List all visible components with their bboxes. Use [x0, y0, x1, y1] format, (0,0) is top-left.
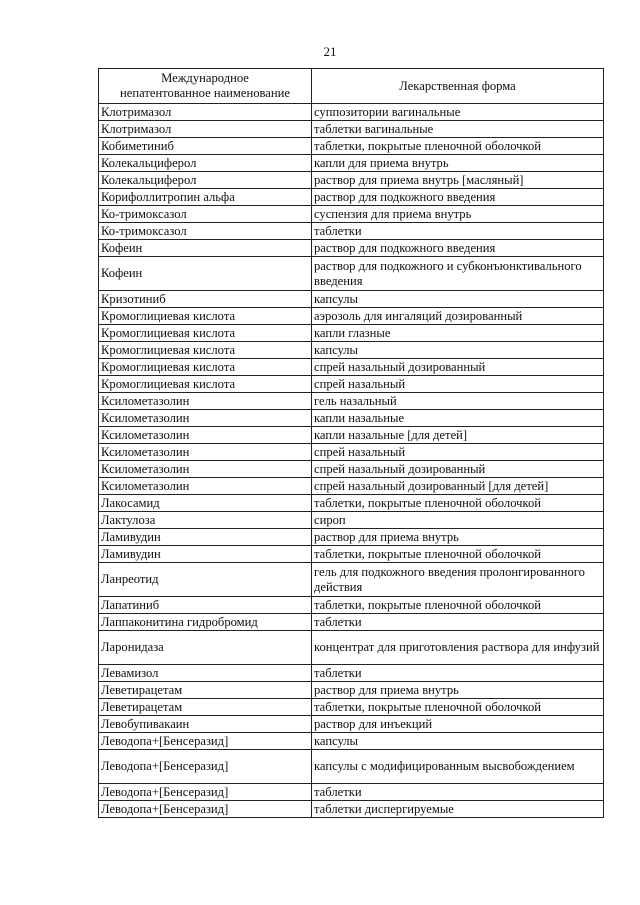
table-row — [99, 223, 604, 240]
cell-inn-name: Клотримазол — [99, 121, 312, 138]
cell-dosage-form: таблетки, покрытые пленочной оболочкой — [312, 138, 604, 155]
table-header — [99, 69, 604, 104]
cell-dosage-form: таблетки — [312, 223, 604, 240]
table-row — [99, 121, 604, 138]
cell-dosage-form: капсулы — [312, 291, 604, 308]
table-row — [99, 563, 604, 597]
cell-inn-name: Колекальциферол — [99, 155, 312, 172]
cell-dosage-form: спрей назальный дозированный [для детей] — [312, 478, 604, 495]
cell-inn-name: Ламивудин — [99, 529, 312, 546]
header-row — [99, 69, 604, 104]
drug-table — [98, 68, 604, 818]
cell-dosage-form: концентрат для приготовления раствора для инфузий — [312, 631, 604, 665]
cell-inn-name: Леводопа+[Бенсеразид] — [99, 801, 312, 818]
cell-inn-name: Ксилометазолин — [99, 410, 312, 427]
cell-inn-name: Лакосамид — [99, 495, 312, 512]
cell-dosage-form: капсулы — [312, 342, 604, 359]
cell-inn-name: Леветирацетам — [99, 682, 312, 699]
table-row — [99, 308, 604, 325]
table-row — [99, 172, 604, 189]
table-row — [99, 597, 604, 614]
cell-inn-name: Кромоглициевая кислота — [99, 359, 312, 376]
table-row — [99, 240, 604, 257]
table-row — [99, 461, 604, 478]
table-row — [99, 427, 604, 444]
cell-dosage-form: таблетки, покрытые пленочной оболочкой — [312, 495, 604, 512]
table-row — [99, 189, 604, 206]
cell-dosage-form: таблетки диспергируемые — [312, 801, 604, 818]
cell-inn-name: Леводопа+[Бенсеразид] — [99, 784, 312, 801]
cell-dosage-form: аэрозоль для ингаляций дозированный — [312, 308, 604, 325]
cell-inn-name: Кромоглициевая кислота — [99, 308, 312, 325]
cell-dosage-form: спрей назальный дозированный — [312, 359, 604, 376]
cell-inn-name: Левобупивакаин — [99, 716, 312, 733]
table-row — [99, 325, 604, 342]
cell-inn-name: Кромоглициевая кислота — [99, 376, 312, 393]
cell-dosage-form: таблетки — [312, 784, 604, 801]
cell-dosage-form: суспензия для приема внутрь — [312, 206, 604, 223]
cell-dosage-form: капсулы с модифицированным высвобождением — [312, 750, 604, 784]
cell-inn-name: Кризотиниб — [99, 291, 312, 308]
table-row — [99, 665, 604, 682]
cell-inn-name: Леводопа+[Бенсеразид] — [99, 733, 312, 750]
cell-inn-name: Ксилометазолин — [99, 461, 312, 478]
cell-dosage-form: таблетки вагинальные — [312, 121, 604, 138]
cell-dosage-form: раствор для подкожного введения — [312, 240, 604, 257]
cell-dosage-form: спрей назальный — [312, 376, 604, 393]
table-row — [99, 631, 604, 665]
cell-inn-name: Леводопа+[Бенсеразид] — [99, 750, 312, 784]
cell-dosage-form: капли глазные — [312, 325, 604, 342]
table-row — [99, 359, 604, 376]
cell-dosage-form: спрей назальный — [312, 444, 604, 461]
table-row — [99, 155, 604, 172]
cell-dosage-form: капли назальные [для детей] — [312, 427, 604, 444]
cell-inn-name: Левамизол — [99, 665, 312, 682]
cell-dosage-form: гель для подкожного введения пролонгированного действия — [312, 563, 604, 597]
cell-inn-name: Клотримазол — [99, 104, 312, 121]
cell-dosage-form: капсулы — [312, 733, 604, 750]
table-row — [99, 410, 604, 427]
table-row — [99, 291, 604, 308]
cell-dosage-form: сироп — [312, 512, 604, 529]
cell-inn-name: Ксилометазолин — [99, 444, 312, 461]
cell-inn-name: Кобиметиниб — [99, 138, 312, 155]
cell-inn-name: Лактулоза — [99, 512, 312, 529]
cell-dosage-form: раствор для подкожного и субконъюнктивального введения — [312, 257, 604, 291]
cell-inn-name: Ксилометазолин — [99, 478, 312, 495]
cell-inn-name: Ламивудин — [99, 546, 312, 563]
cell-dosage-form: капли для приема внутрь — [312, 155, 604, 172]
table-row — [99, 393, 604, 410]
table-row — [99, 546, 604, 563]
cell-dosage-form: раствор для приема внутрь — [312, 529, 604, 546]
cell-inn-name: Ксилометазолин — [99, 393, 312, 410]
cell-dosage-form: раствор для приема внутрь — [312, 682, 604, 699]
table-row — [99, 206, 604, 223]
cell-inn-name: Колекальциферол — [99, 172, 312, 189]
cell-dosage-form: раствор для приема внутрь [масляный] — [312, 172, 604, 189]
table-row — [99, 376, 604, 393]
cell-dosage-form: таблетки — [312, 665, 604, 682]
cell-inn-name: Леветирацетам — [99, 699, 312, 716]
page-number: 21 — [323, 44, 337, 59]
cell-inn-name: Кромоглициевая кислота — [99, 342, 312, 359]
cell-dosage-form: раствор для инъекций — [312, 716, 604, 733]
cell-inn-name: Ланреотид — [99, 563, 312, 597]
cell-inn-name: Корифоллитропин альфа — [99, 189, 312, 206]
cell-dosage-form: спрей назальный дозированный — [312, 461, 604, 478]
table-row — [99, 529, 604, 546]
header-dosage-form: Лекарственная форма — [312, 69, 604, 104]
cell-inn-name: Лапатиниб — [99, 597, 312, 614]
cell-dosage-form: капли назальные — [312, 410, 604, 427]
table-row — [99, 733, 604, 750]
table-row — [99, 682, 604, 699]
header-inn-line1: Международное — [161, 71, 249, 85]
cell-dosage-form: таблетки, покрытые пленочной оболочкой — [312, 699, 604, 716]
header-inn-name — [99, 69, 312, 104]
cell-inn-name: Ларонидаза — [99, 631, 312, 665]
table-row — [99, 495, 604, 512]
cell-inn-name: Кромоглициевая кислота — [99, 325, 312, 342]
cell-inn-name: Кофеин — [99, 240, 312, 257]
cell-dosage-form: раствор для подкожного введения — [312, 189, 604, 206]
table-row — [99, 478, 604, 495]
cell-dosage-form: таблетки — [312, 614, 604, 631]
cell-dosage-form: гель назальный — [312, 393, 604, 410]
table-row — [99, 716, 604, 733]
cell-inn-name: Ко-тримоксазол — [99, 206, 312, 223]
table-row — [99, 138, 604, 155]
cell-inn-name: Ксилометазолин — [99, 427, 312, 444]
table-row — [99, 801, 604, 818]
table-row — [99, 342, 604, 359]
table-row — [99, 699, 604, 716]
table-row — [99, 257, 604, 291]
table-row — [99, 750, 604, 784]
cell-inn-name: Лаппаконитина гидробромид — [99, 614, 312, 631]
cell-inn-name: Кофеин — [99, 257, 312, 291]
cell-inn-name: Ко-тримоксазол — [99, 223, 312, 240]
table-row — [99, 614, 604, 631]
table-row — [99, 104, 604, 121]
cell-dosage-form: суппозитории вагинальные — [312, 104, 604, 121]
header-inn-line2: непатентованное наименование — [120, 86, 290, 100]
table-body — [99, 104, 604, 818]
table-row — [99, 784, 604, 801]
cell-dosage-form: таблетки, покрытые пленочной оболочкой — [312, 546, 604, 563]
cell-dosage-form: таблетки, покрытые пленочной оболочкой — [312, 597, 604, 614]
table-row — [99, 512, 604, 529]
table-row — [99, 444, 604, 461]
